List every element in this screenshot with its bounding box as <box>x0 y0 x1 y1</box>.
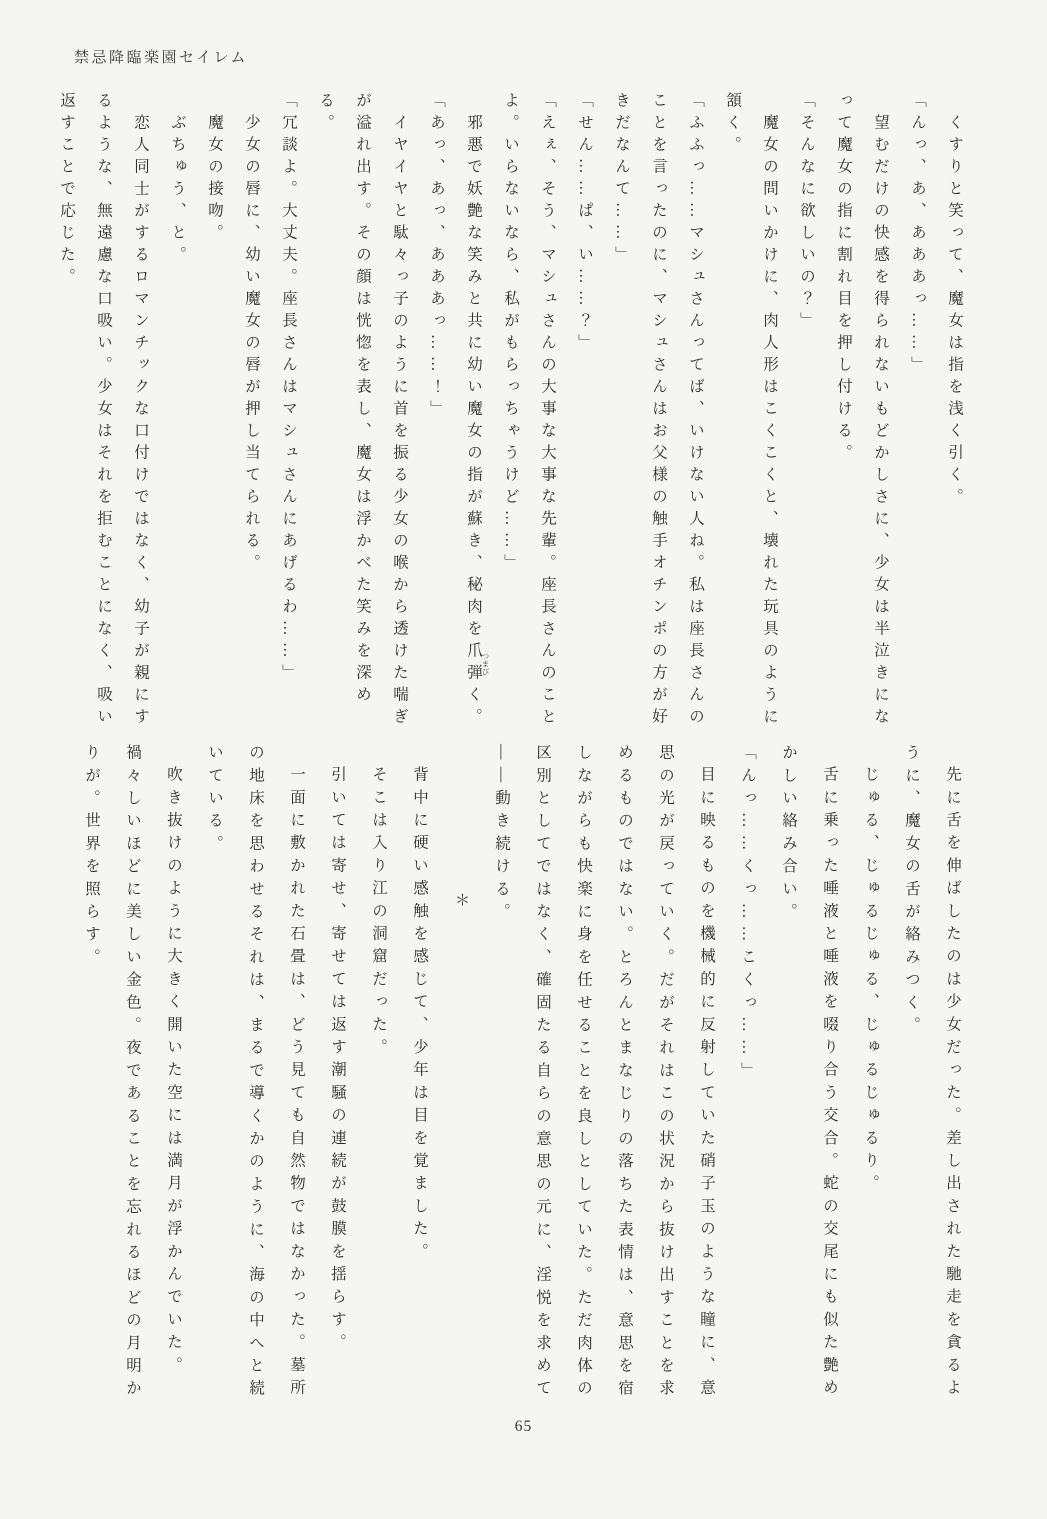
narrative-paragraph: 吹き抜けのように大きく開いた空には満月が浮かんでいた。禍々しいほどに美しい金色。夜であることを忘れるほどの月明かりが。世界を照らす。 <box>83 744 182 1403</box>
running-head-title: 禁忌降臨楽園セイレム <box>74 50 248 66</box>
narrative-paragraph: イヤイヤと駄々っ子のように首を振る少女の喉から透けた喘ぎが溢れ出す。その顔は恍惚を表し、魔女は浮かべた笑みを深める。 <box>317 92 408 730</box>
text-block-top <box>48 92 973 744</box>
narrative-paragraph: 恋人同士がするロマンチックな口付けではなく、幼子が親にするような、無遠慮な口吸い。少女はそれを拒むことになく、吸い返すことで応じた。 <box>58 92 149 730</box>
narrative-paragraph: 魔女の接吻。 <box>206 114 223 246</box>
dialogue-paragraph: 「ふふっ……マシュさんってば、いけない人ね。私は座長さんのことを言ったのに、マシュさんはお父様の触手オチンポの方が好きだなんて……」 <box>613 92 704 730</box>
section-separator: ＊ <box>453 892 469 915</box>
narrative-paragraph: そこは入り江の洞窟だった。 <box>370 766 387 1062</box>
narrative-paragraph: 魔女の問いかけに、肉人形はこくこくと、壊れた玩具のように頷く。 <box>724 92 778 730</box>
narrative-paragraph: 背中に硬い感触を感じて、少年は目を覚ました。 <box>411 766 428 1266</box>
narrative-paragraph: 舌に乗った唾液と唾液を啜り合う交合。蛇の交尾にも似た艶めかしい絡み合い。 <box>780 744 838 1402</box>
dialogue-paragraph: 「んっ……くっ……こくっ……」 <box>739 744 756 1085</box>
dialogue-paragraph: 「せん……ぱ、い……？」 <box>576 92 593 356</box>
narrative-paragraph: 引いては寄せ、寄せては返す潮騒の連続が鼓膜を揺らす。 <box>329 766 346 1357</box>
narrative-paragraph: 目に映るものを機械的に反射していた硝子玉のような瞳に、意思の光が戻っていく。だがそれはこの状況から抜け出すことを求めるものではない。とろんとまなじりの落ちた表情は、意思を宿しながらも快楽に身を任せることを良しとしていた。ただ肉体の区別としてではなく、確固たる自らの意思の元に、淫悦を求めて——動き続ける。 <box>493 744 715 1403</box>
dialogue-paragraph: 「そんなに欲しいの？」 <box>798 92 815 334</box>
dialogue-paragraph: 「んっ、あ、あああっ……」 <box>909 92 926 378</box>
narrative-paragraph: ぶちゅう、と。 <box>169 114 186 268</box>
dialogue-paragraph: 「冗談よ。大丈夫。座長さんはマシュさんにあげるわ……」 <box>280 92 297 686</box>
narrative-paragraph: くすりと笑って、魔女は指を浅く引く。 <box>946 114 963 510</box>
dialogue-paragraph: 「えぇ、そう、マシュさんの大事な大事な先輩。座長さんのことよ。いらないなら、私がもらっちゃうけど……」 <box>502 92 556 730</box>
narrative-paragraph: 少女の唇に、幼い魔女の唇が押し当てられる。 <box>243 114 260 576</box>
narrative-paragraph: 一面に敷かれた石畳は、どう見ても自然物ではなかった。墓所の地床を思わせるそれは、まるで導くかのように、海の中へと続いている。 <box>206 744 305 1403</box>
text-block-bottom <box>71 744 973 1404</box>
narrative-paragraph: 邪悪で妖艶な笑みと共に幼い魔女の指が蘇き、秘肉を爪弾 つまびく。 <box>465 114 490 730</box>
dialogue-paragraph: 「あっ、あっ、あああっ……！」 <box>428 92 445 422</box>
ruby-annotated-word: 爪弾 つまび <box>465 642 490 686</box>
narrative-paragraph: 先に舌を伸ばしたのは少女だった。差し出された馳走を貪るように、魔女の舌が絡みつく。 <box>903 744 961 1402</box>
narrative-paragraph: じゅる、じゅるじゅる、じゅるじゅるり。 <box>862 766 879 1198</box>
narrative-paragraph: 望むだけの快感を得られないもどかしさに、少女は半泣きになって魔女の指に割れ目を押し付ける。 <box>835 92 889 730</box>
page-number: 65 <box>514 1418 533 1435</box>
